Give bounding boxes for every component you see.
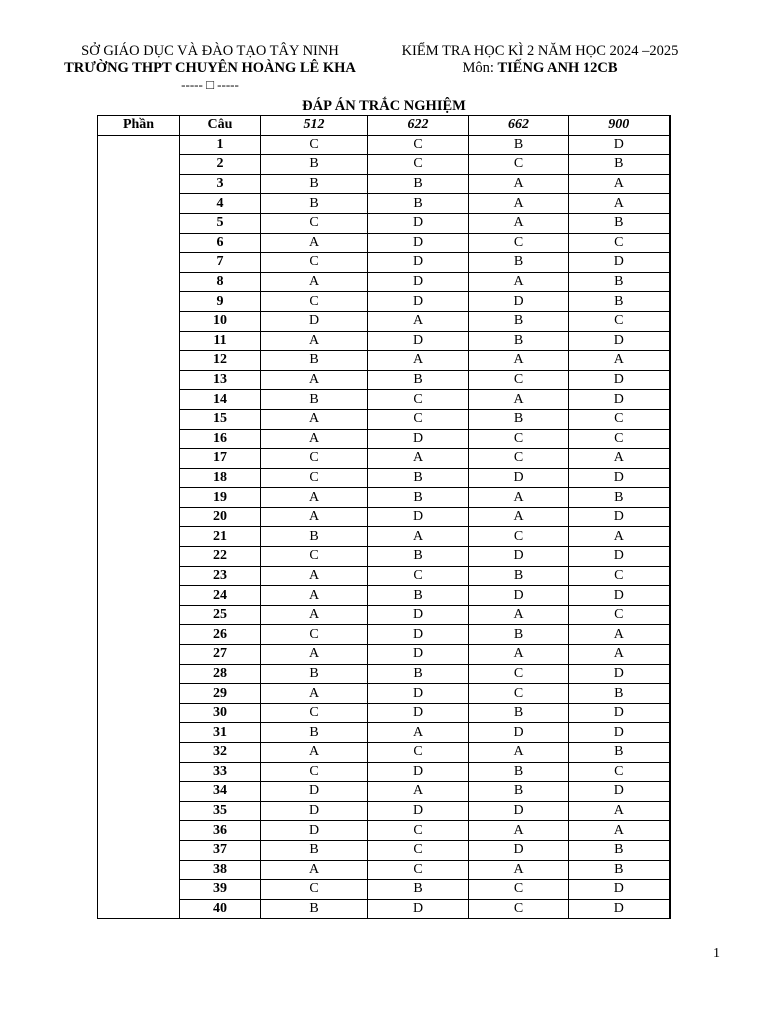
table-row	[98, 566, 670, 586]
table-row	[98, 723, 670, 743]
header-code-512: 512	[261, 116, 368, 136]
answer-cell-900: A	[569, 194, 670, 214]
table-row	[98, 253, 670, 273]
answer-cell-622: D	[368, 331, 469, 351]
answer-cell-512: A	[261, 566, 368, 586]
answer-cell-662: A	[469, 860, 569, 880]
answer-cell-900: C	[569, 233, 670, 253]
table-row	[98, 488, 670, 508]
answer-cell-622: C	[368, 840, 469, 860]
table-row	[98, 625, 670, 645]
answer-cell-622: B	[368, 488, 469, 508]
answer-cell-900: D	[569, 468, 670, 488]
answer-cell-662: D	[469, 468, 569, 488]
answer-cell-900: C	[569, 605, 670, 625]
answer-cell-900: B	[569, 292, 670, 312]
answer-rows	[98, 135, 670, 919]
question-number: 37	[180, 840, 261, 860]
header-section: Phần	[98, 116, 180, 136]
question-number: 18	[180, 468, 261, 488]
table-row	[98, 292, 670, 312]
table-row	[98, 194, 670, 214]
answer-cell-900: A	[569, 351, 670, 371]
table-row	[98, 743, 670, 763]
answer-cell-622: C	[368, 566, 469, 586]
question-number: 2	[180, 155, 261, 175]
question-number: 39	[180, 880, 261, 900]
table-row	[98, 840, 670, 860]
question-number: 16	[180, 429, 261, 449]
table-row	[98, 507, 670, 527]
answer-cell-900: D	[569, 723, 670, 743]
question-number: 29	[180, 684, 261, 704]
answer-cell-512: D	[261, 801, 368, 821]
answer-cell-622: C	[368, 821, 469, 841]
answer-cell-622: D	[368, 762, 469, 782]
answer-cell-622: B	[368, 370, 469, 390]
answer-cell-512: B	[261, 527, 368, 547]
table-row	[98, 547, 670, 567]
question-number: 23	[180, 566, 261, 586]
answer-cell-512: C	[261, 449, 368, 469]
page-number: 1	[713, 946, 720, 961]
answer-cell-900: B	[569, 213, 670, 233]
question-number: 19	[180, 488, 261, 508]
answer-cell-900: B	[569, 155, 670, 175]
header-code-900: 900	[569, 116, 670, 136]
answer-cell-900: D	[569, 547, 670, 567]
answer-cell-512: B	[261, 194, 368, 214]
answer-cell-512: C	[261, 468, 368, 488]
answer-cell-900: D	[569, 135, 670, 155]
answer-cell-662: B	[469, 311, 569, 331]
answer-cell-900: D	[569, 899, 670, 919]
question-number: 32	[180, 743, 261, 763]
question-number: 40	[180, 899, 261, 919]
school-header	[40, 43, 380, 93]
answer-cell-662: A	[469, 272, 569, 292]
question-number: 24	[180, 586, 261, 606]
answer-cell-900: A	[569, 625, 670, 645]
subject-label: Môn:	[462, 60, 498, 76]
answer-cell-622: D	[368, 684, 469, 704]
table-row	[98, 409, 670, 429]
answer-cell-662: A	[469, 194, 569, 214]
answer-cell-900: A	[569, 645, 670, 665]
table-row	[98, 272, 670, 292]
answer-cell-512: B	[261, 840, 368, 860]
question-number: 34	[180, 782, 261, 802]
answer-cell-900: B	[569, 684, 670, 704]
answer-cell-662: B	[469, 625, 569, 645]
answer-cell-900: C	[569, 762, 670, 782]
table-header-row	[98, 116, 670, 136]
answer-cell-662: D	[469, 801, 569, 821]
header-code-622: 622	[368, 116, 469, 136]
question-number: 28	[180, 664, 261, 684]
answer-cell-512: D	[261, 311, 368, 331]
answer-cell-622: B	[368, 880, 469, 900]
answer-cell-622: D	[368, 233, 469, 253]
answer-cell-512: C	[261, 292, 368, 312]
question-number: 8	[180, 272, 261, 292]
department-name: SỞ GIÁO DỤC VÀ ĐÀO TẠO TÂY NINH	[81, 43, 339, 59]
question-number: 27	[180, 645, 261, 665]
answer-cell-662: A	[469, 605, 569, 625]
answer-cell-622: B	[368, 468, 469, 488]
answer-cell-662: D	[469, 547, 569, 567]
answer-cell-900: A	[569, 449, 670, 469]
answer-cell-662: D	[469, 840, 569, 860]
answer-cell-662: D	[469, 292, 569, 312]
question-number: 17	[180, 449, 261, 469]
question-number: 10	[180, 311, 261, 331]
table-row	[98, 390, 670, 410]
subject-line	[375, 60, 705, 77]
question-number: 6	[180, 233, 261, 253]
answer-cell-900: B	[569, 272, 670, 292]
table-row	[98, 233, 670, 253]
answer-cell-662: A	[469, 390, 569, 410]
answer-cell-622: A	[368, 449, 469, 469]
answer-cell-900: B	[569, 488, 670, 508]
table-row	[98, 155, 670, 175]
answer-cell-512: A	[261, 743, 368, 763]
school-name: TRƯỜNG THPT CHUYÊN HOÀNG LÊ KHA	[64, 60, 356, 76]
answer-cell-622: D	[368, 899, 469, 919]
answer-cell-900: D	[569, 880, 670, 900]
header-question: Câu	[180, 116, 261, 136]
table-row	[98, 370, 670, 390]
answer-cell-622: D	[368, 507, 469, 527]
table-row	[98, 449, 670, 469]
answer-cell-662: B	[469, 409, 569, 429]
answer-cell-512: C	[261, 625, 368, 645]
answer-cell-622: D	[368, 801, 469, 821]
answer-cell-622: A	[368, 351, 469, 371]
answer-cell-662: A	[469, 351, 569, 371]
answer-cell-900: A	[569, 801, 670, 821]
answer-key-table	[97, 115, 671, 919]
answer-cell-662: B	[469, 331, 569, 351]
answer-cell-900: C	[569, 409, 670, 429]
answer-cell-512: D	[261, 782, 368, 802]
answer-cell-512: C	[261, 880, 368, 900]
answer-cell-622: B	[368, 174, 469, 194]
table-row	[98, 684, 670, 704]
answer-cell-662: A	[469, 507, 569, 527]
question-number: 12	[180, 351, 261, 371]
subject-value: TIẾNG ANH 12CB	[497, 60, 618, 76]
answer-cell-512: A	[261, 605, 368, 625]
answer-cell-662: D	[469, 586, 569, 606]
answer-cell-512: A	[261, 331, 368, 351]
answer-cell-622: D	[368, 292, 469, 312]
table-row	[98, 311, 670, 331]
answer-cell-512: C	[261, 253, 368, 273]
answer-cell-622: A	[368, 311, 469, 331]
answer-cell-900: B	[569, 860, 670, 880]
header-code-662: 662	[469, 116, 569, 136]
answer-cell-900: D	[569, 507, 670, 527]
answer-cell-512: A	[261, 233, 368, 253]
answer-cell-512: A	[261, 409, 368, 429]
table-row	[98, 586, 670, 606]
table-row	[98, 860, 670, 880]
answer-cell-512: B	[261, 155, 368, 175]
table-row	[98, 527, 670, 547]
table-row	[98, 213, 670, 233]
answer-cell-900: D	[569, 664, 670, 684]
question-number: 7	[180, 253, 261, 273]
table-row	[98, 468, 670, 488]
answer-cell-512: B	[261, 351, 368, 371]
exam-name: KIỂM TRA HỌC KÌ 2 NĂM HỌC 2024 –2025	[401, 43, 679, 59]
table-row	[98, 605, 670, 625]
question-number: 21	[180, 527, 261, 547]
answer-cell-622: C	[368, 743, 469, 763]
question-number: 22	[180, 547, 261, 567]
answer-cell-512: A	[261, 507, 368, 527]
answer-cell-900: A	[569, 821, 670, 841]
table-row	[98, 351, 670, 371]
answer-cell-622: D	[368, 272, 469, 292]
answer-cell-512: B	[261, 664, 368, 684]
answer-cell-512: C	[261, 547, 368, 567]
answer-cell-622: D	[368, 625, 469, 645]
answer-cell-662: B	[469, 782, 569, 802]
table-row	[98, 664, 670, 684]
table-row	[98, 880, 670, 900]
question-number: 11	[180, 331, 261, 351]
answer-cell-622: C	[368, 155, 469, 175]
answer-cell-900: C	[569, 429, 670, 449]
answer-cell-512: A	[261, 370, 368, 390]
question-number: 30	[180, 703, 261, 723]
question-number: 9	[180, 292, 261, 312]
answer-cell-512: B	[261, 899, 368, 919]
answer-cell-622: C	[368, 409, 469, 429]
answer-cell-622: B	[368, 194, 469, 214]
answer-cell-622: B	[368, 664, 469, 684]
question-number: 38	[180, 860, 261, 880]
answer-cell-622: D	[368, 429, 469, 449]
table-row	[98, 645, 670, 665]
answer-cell-662: C	[469, 370, 569, 390]
answer-cell-662: A	[469, 174, 569, 194]
question-number: 36	[180, 821, 261, 841]
answer-cell-662: A	[469, 488, 569, 508]
question-number: 5	[180, 213, 261, 233]
answer-cell-512: C	[261, 135, 368, 155]
answer-cell-512: A	[261, 429, 368, 449]
answer-cell-622: A	[368, 527, 469, 547]
answer-cell-662: B	[469, 135, 569, 155]
answer-cell-900: B	[569, 743, 670, 763]
question-number: 14	[180, 390, 261, 410]
question-number: 15	[180, 409, 261, 429]
page-title: ĐÁP ÁN TRẮC NGHIỆM	[302, 98, 466, 114]
answer-cell-622: D	[368, 703, 469, 723]
answer-cell-900: D	[569, 390, 670, 410]
table-row	[98, 782, 670, 802]
header-separator: ----- □ -----	[181, 77, 239, 92]
answer-cell-662: B	[469, 253, 569, 273]
answer-cell-662: A	[469, 213, 569, 233]
table-row	[98, 703, 670, 723]
answer-cell-512: C	[261, 213, 368, 233]
answer-cell-662: D	[469, 723, 569, 743]
answer-cell-662: C	[469, 880, 569, 900]
answer-cell-900: D	[569, 253, 670, 273]
answer-cell-662: C	[469, 527, 569, 547]
answer-cell-622: A	[368, 723, 469, 743]
answer-cell-662: C	[469, 684, 569, 704]
answer-cell-900: D	[569, 586, 670, 606]
answer-cell-622: D	[368, 645, 469, 665]
answer-cell-512: B	[261, 174, 368, 194]
table-row	[98, 135, 670, 155]
table-row	[98, 429, 670, 449]
question-number: 4	[180, 194, 261, 214]
question-number: 35	[180, 801, 261, 821]
answer-cell-662: A	[469, 743, 569, 763]
table-row	[98, 762, 670, 782]
answer-cell-622: D	[368, 605, 469, 625]
answer-cell-662: B	[469, 762, 569, 782]
answer-cell-662: C	[469, 664, 569, 684]
answer-cell-900: A	[569, 174, 670, 194]
answer-cell-662: A	[469, 821, 569, 841]
answer-cell-662: C	[469, 429, 569, 449]
answer-cell-512: C	[261, 703, 368, 723]
answer-cell-900: D	[569, 782, 670, 802]
question-number: 31	[180, 723, 261, 743]
answer-cell-662: C	[469, 233, 569, 253]
answer-cell-900: C	[569, 566, 670, 586]
answer-cell-512: D	[261, 821, 368, 841]
table-row	[98, 821, 670, 841]
answer-cell-512: A	[261, 684, 368, 704]
answer-cell-622: B	[368, 586, 469, 606]
answer-cell-900: D	[569, 331, 670, 351]
question-number: 33	[180, 762, 261, 782]
question-number: 25	[180, 605, 261, 625]
answer-cell-900: D	[569, 703, 670, 723]
answer-cell-512: B	[261, 723, 368, 743]
table-row	[98, 801, 670, 821]
table-row	[98, 899, 670, 919]
question-number: 3	[180, 174, 261, 194]
answer-cell-900: D	[569, 370, 670, 390]
answer-cell-512: B	[261, 390, 368, 410]
answer-cell-622: C	[368, 390, 469, 410]
question-number: 26	[180, 625, 261, 645]
answer-cell-512: A	[261, 272, 368, 292]
answer-cell-512: A	[261, 645, 368, 665]
question-number: 20	[180, 507, 261, 527]
answer-cell-512: A	[261, 860, 368, 880]
answer-cell-622: C	[368, 860, 469, 880]
answer-cell-662: B	[469, 703, 569, 723]
answer-cell-900: A	[569, 527, 670, 547]
answer-cell-662: A	[469, 645, 569, 665]
table-row	[98, 174, 670, 194]
answer-cell-622: D	[368, 213, 469, 233]
question-number: 13	[180, 370, 261, 390]
answer-cell-512: A	[261, 586, 368, 606]
answer-cell-622: D	[368, 253, 469, 273]
table-row	[98, 331, 670, 351]
answer-cell-662: C	[469, 899, 569, 919]
answer-cell-900: B	[569, 840, 670, 860]
section-cell	[98, 135, 180, 919]
answer-cell-662: C	[469, 449, 569, 469]
answer-cell-622: A	[368, 782, 469, 802]
answer-cell-662: B	[469, 566, 569, 586]
answer-cell-622: C	[368, 135, 469, 155]
exam-header	[375, 43, 705, 77]
answer-cell-622: B	[368, 547, 469, 567]
question-number: 1	[180, 135, 261, 155]
answer-cell-662: C	[469, 155, 569, 175]
answer-cell-512: C	[261, 762, 368, 782]
answer-cell-900: C	[569, 311, 670, 331]
answer-cell-512: A	[261, 488, 368, 508]
